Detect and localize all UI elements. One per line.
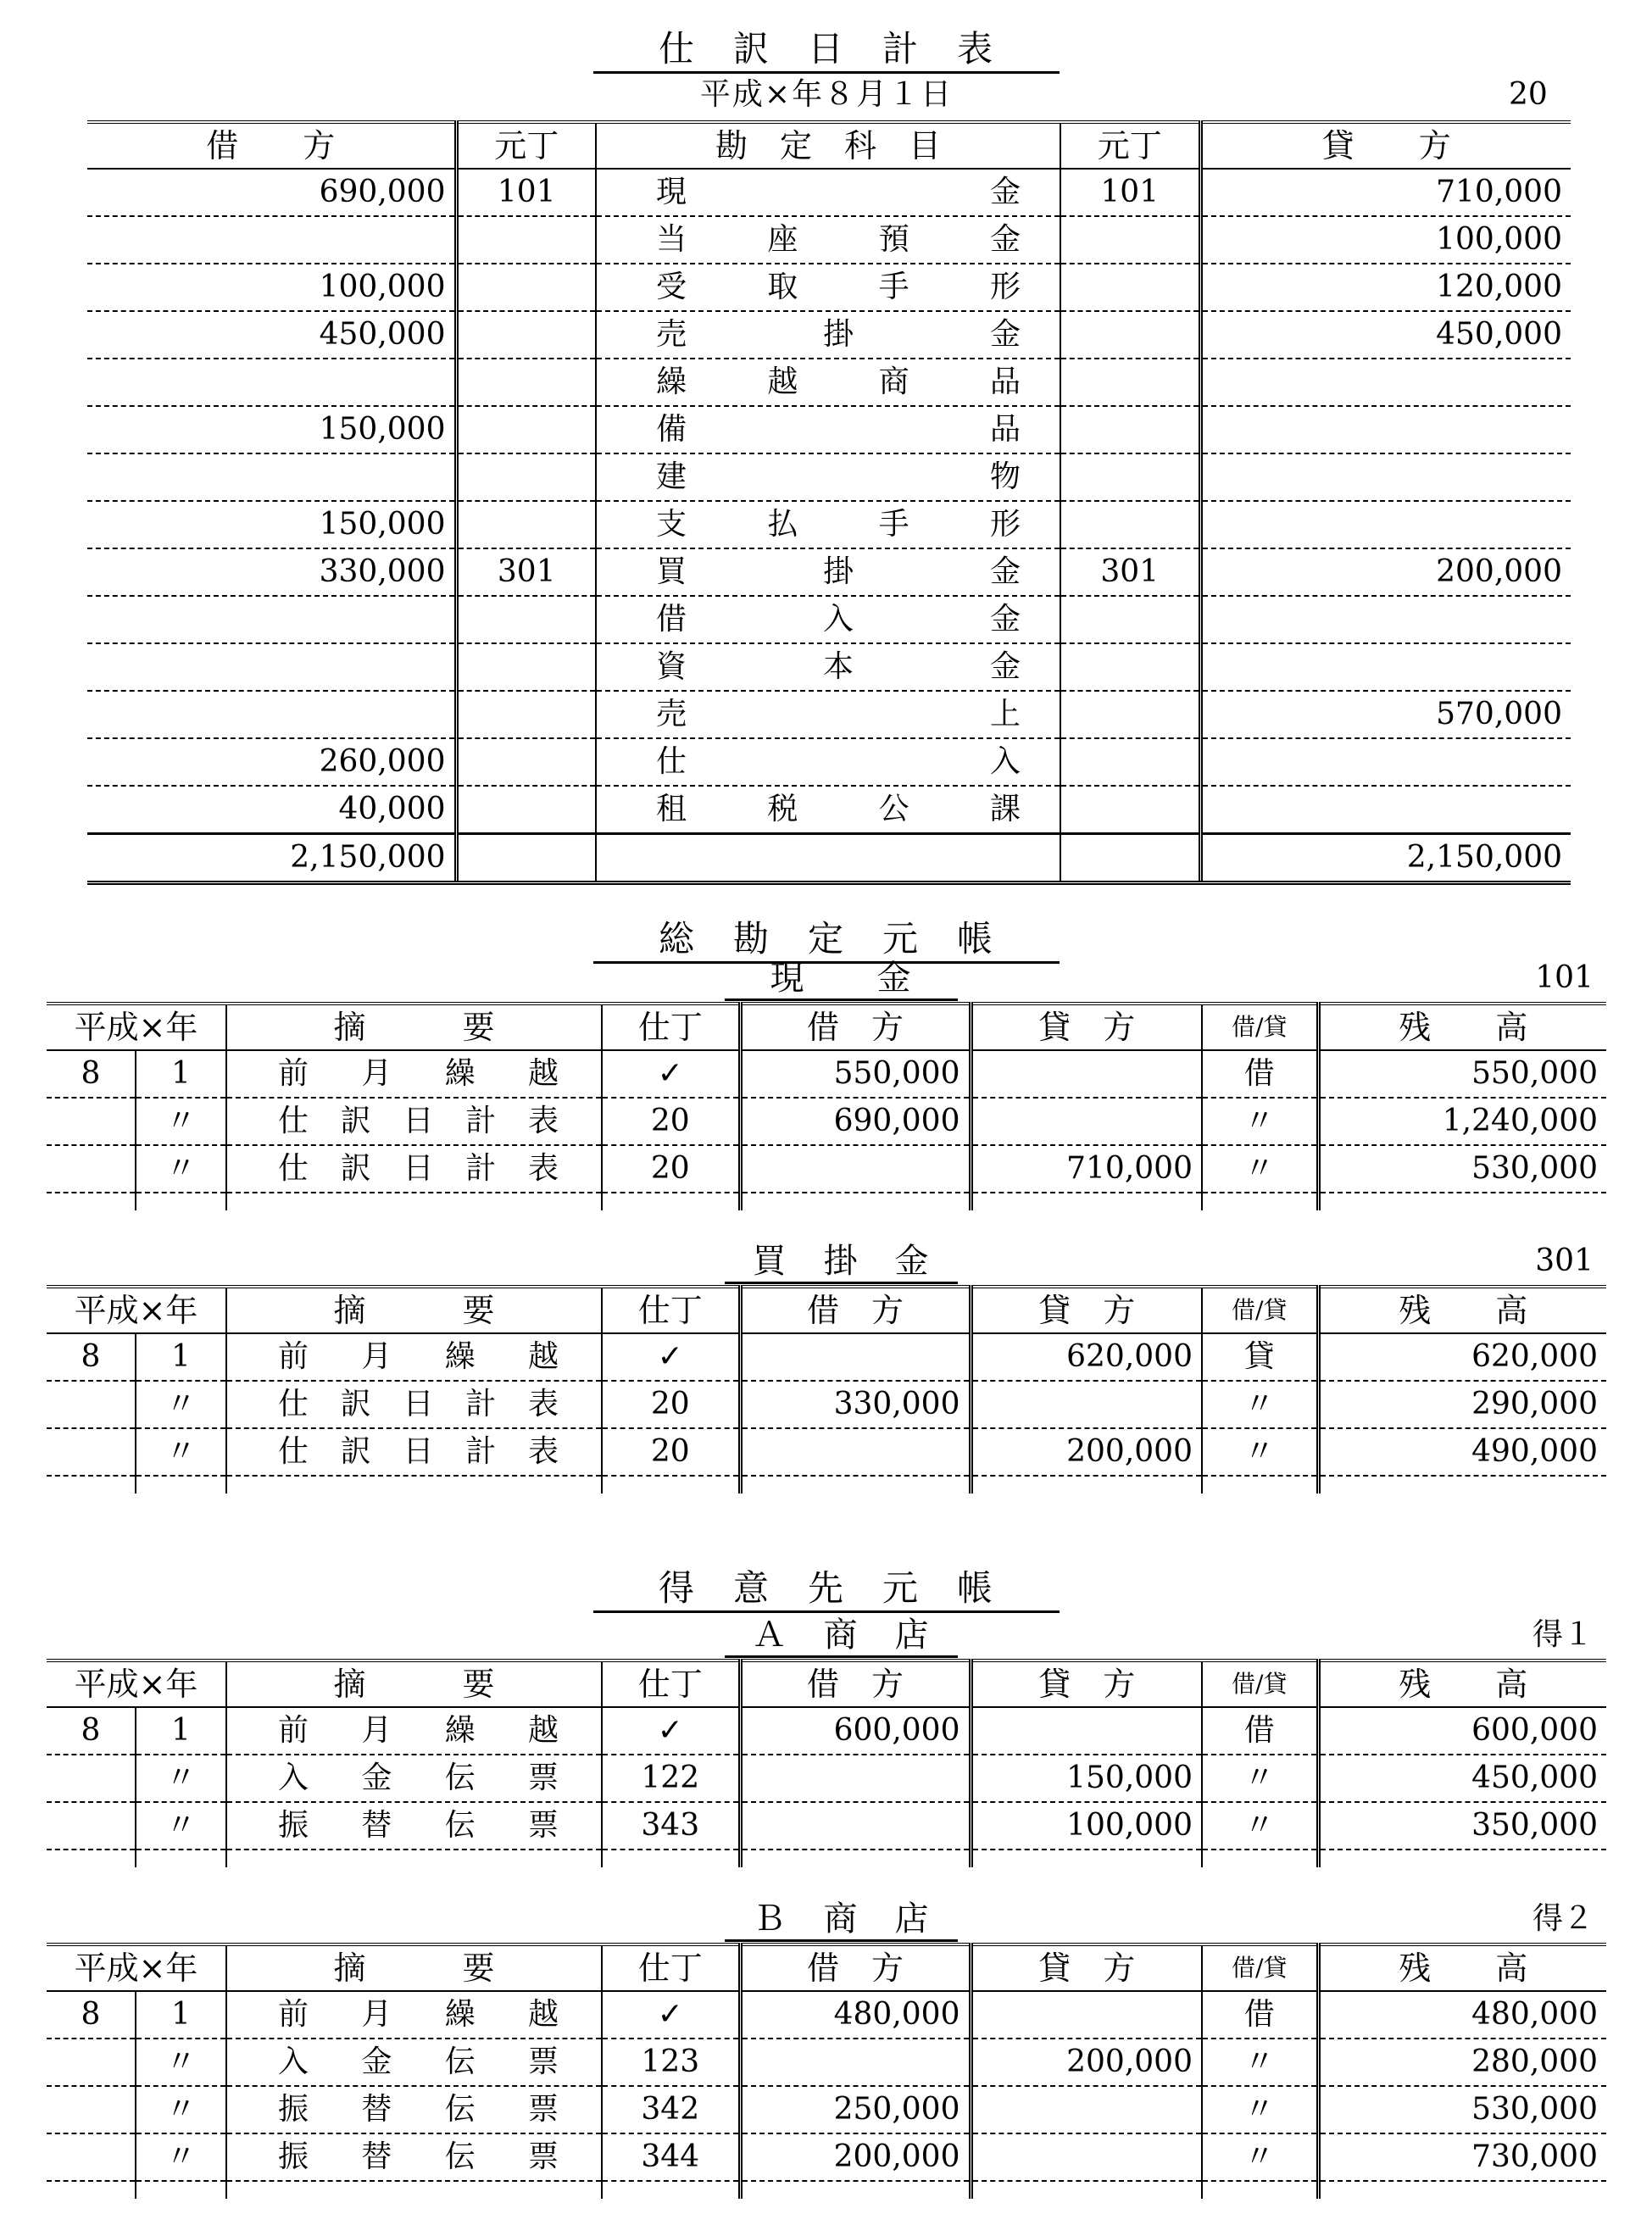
ledger-header-description: 摘 要 — [226, 1004, 602, 1050]
journal-account-label: 備 品 — [656, 412, 1021, 447]
ledger-balance: 290,000 — [1318, 1381, 1606, 1428]
ledger-month — [47, 1145, 136, 1193]
ledger-debit — [740, 1755, 971, 1802]
ledger-header-balance: 残 高 — [1318, 1944, 1606, 1991]
ledger-header-dc: 借/貸 — [1202, 1287, 1318, 1333]
journal-account-label: 受 取 手 形 — [656, 270, 1021, 304]
ledger-balance: 530,000 — [1318, 1145, 1606, 1193]
ledger-description — [226, 1145, 602, 1193]
ledger-debit: 200,000 — [740, 2133, 971, 2181]
journal-ref2 — [1060, 501, 1200, 548]
ledger-month: 8 — [47, 1991, 136, 2039]
journal-debit: 40,000 — [87, 786, 456, 834]
ledger-header-ref: 仕丁 — [602, 1287, 740, 1333]
ledger-row — [47, 1098, 1606, 1145]
ledger-dc: 〃 — [1202, 1381, 1318, 1428]
ledger-debit: 480,000 — [740, 1991, 971, 2039]
journal-debit: 690,000 — [87, 169, 456, 216]
ledger-ref: 20 — [602, 1428, 740, 1476]
ledger-credit: 200,000 — [971, 1428, 1202, 1476]
journal-account — [596, 406, 1060, 453]
journal-credit — [1200, 501, 1571, 548]
ledger-dc: 〃 — [1202, 2039, 1318, 2086]
ledger-balance: 620,000 — [1318, 1333, 1606, 1381]
ledger-ref: 122 — [602, 1755, 740, 1802]
ledger-day: 〃 — [136, 1381, 226, 1428]
journal-account-label: 売 上 — [656, 697, 1021, 731]
journal-account — [596, 453, 1060, 501]
ledger-header-debit: 借 方 — [740, 1944, 971, 1991]
journal-page-number: 20 — [1509, 77, 1548, 112]
journal-ref — [456, 359, 596, 406]
ledger-account-number: 101 — [1535, 960, 1594, 995]
ledger-ref: 342 — [602, 2086, 740, 2133]
journal-debit — [87, 216, 456, 264]
journal-account — [596, 738, 1060, 786]
journal-account — [596, 691, 1060, 738]
journal-account-label: 当 座 預 金 — [656, 222, 1021, 257]
journal-account — [596, 548, 1060, 596]
ledger-header-description: 摘 要 — [226, 1944, 602, 1991]
ledger-header-credit: 貸 方 — [971, 1660, 1202, 1707]
journal-credit: 570,000 — [1200, 691, 1571, 738]
journal-ref2 — [1060, 786, 1200, 834]
journal-credit: 710,000 — [1200, 169, 1571, 216]
ledger-ref: 20 — [602, 1145, 740, 1193]
ledger-month — [47, 1802, 136, 1850]
ledger-balance: 280,000 — [1318, 2039, 1606, 2086]
journal-row — [87, 501, 1571, 548]
ledger-header-balance: 残 高 — [1318, 1004, 1606, 1050]
journal-account — [596, 596, 1060, 643]
journal-ref2 — [1060, 359, 1200, 406]
ledger-description-label: 振 替 伝 票 — [278, 2092, 559, 2127]
ledger-header-dc: 借/貸 — [1202, 1004, 1318, 1050]
ledger-header-debit: 借 方 — [740, 1004, 971, 1050]
ledger-row — [47, 1802, 1606, 1850]
ledger-description — [226, 1333, 602, 1381]
ledger-header-balance: 残 高 — [1318, 1287, 1606, 1333]
journal-credit — [1200, 643, 1571, 691]
ledger-credit: 100,000 — [971, 1802, 1202, 1850]
journal-ref — [456, 643, 596, 691]
ledger-header-date: 平成×年 — [47, 1944, 226, 1991]
journal-ref2 — [1060, 596, 1200, 643]
ledger-day: 〃 — [136, 1428, 226, 1476]
ledger-day: 〃 — [136, 1755, 226, 1802]
ledger-day: 〃 — [136, 1145, 226, 1193]
ledger-credit — [971, 1098, 1202, 1145]
ledger-account-name: Ａ 商 店 — [725, 1615, 958, 1658]
journal-account-label: 資 本 金 — [656, 649, 1021, 684]
journal-ref — [456, 596, 596, 643]
ledger-day: 1 — [136, 1333, 226, 1381]
ledger-dc: 〃 — [1202, 1145, 1318, 1193]
journal-account — [596, 169, 1060, 216]
ledger-description-label: 仕 訳 日 計 表 — [278, 1387, 559, 1421]
journal-row — [87, 216, 1571, 264]
ledger-account-number: 得２ — [1532, 1901, 1594, 1936]
journal-ref — [456, 311, 596, 359]
journal-ref — [456, 216, 596, 264]
ledger-month — [47, 2039, 136, 2086]
ledger-row — [47, 1707, 1606, 1755]
checkmark-icon: ✓ — [602, 1991, 740, 2039]
journal-ref — [456, 453, 596, 501]
journal-row — [87, 643, 1571, 691]
ledger-header-ref: 仕丁 — [602, 1944, 740, 1991]
journal-row — [87, 359, 1571, 406]
ledger-row — [47, 1755, 1606, 1802]
checkmark-icon: ✓ — [602, 1050, 740, 1098]
customer-ledger-title: 得 意 先 元 帳 — [593, 1566, 1060, 1613]
ledger-header-description: 摘 要 — [226, 1287, 602, 1333]
journal-ref2 — [1060, 264, 1200, 311]
ledger-header-description: 摘 要 — [226, 1660, 602, 1707]
ledger-dc: 〃 — [1202, 1098, 1318, 1145]
journal-account-label: 租 税 公 課 — [656, 792, 1021, 826]
journal-debit: 450,000 — [87, 311, 456, 359]
ledger-dc: 〃 — [1202, 1428, 1318, 1476]
journal-account — [596, 501, 1060, 548]
ledger-description-label: 前 月 繰 越 — [278, 1713, 559, 1748]
checkmark-icon: ✓ — [602, 1707, 740, 1755]
ledger-debit: 330,000 — [740, 1381, 971, 1428]
journal-account — [596, 786, 1060, 834]
ledger-row — [47, 1333, 1606, 1381]
ledger-debit: 600,000 — [740, 1707, 971, 1755]
journal-account — [596, 311, 1060, 359]
ledger-month: 8 — [47, 1050, 136, 1098]
ledger-description-label: 仕 訳 日 計 表 — [278, 1434, 559, 1469]
ledger-description — [226, 1098, 602, 1145]
journal-debit — [87, 691, 456, 738]
ledger-dc: 借 — [1202, 1991, 1318, 2039]
journal-credit: 200,000 — [1200, 548, 1571, 596]
ledger-header-credit: 貸 方 — [971, 1004, 1202, 1050]
journal-credit — [1200, 786, 1571, 834]
journal-account-label: 買 掛 金 — [656, 554, 1021, 589]
journal-ref — [456, 501, 596, 548]
ledger-header-date: 平成×年 — [47, 1660, 226, 1707]
journal-ref — [456, 406, 596, 453]
ledger-table — [47, 1943, 1606, 2199]
ledger-debit — [740, 2039, 971, 2086]
ledger-account-number: 得１ — [1532, 1617, 1594, 1652]
ledger-header-credit: 貸 方 — [971, 1287, 1202, 1333]
journal-debit: 260,000 — [87, 738, 456, 786]
ledger-header-debit: 借 方 — [740, 1660, 971, 1707]
journal-ref: 101 — [456, 169, 596, 216]
ledger-day: 1 — [136, 1991, 226, 2039]
journal-row — [87, 691, 1571, 738]
journal-ref — [456, 691, 596, 738]
ledger-header-credit: 貸 方 — [971, 1944, 1202, 1991]
ledger-description — [226, 1050, 602, 1098]
journal-row — [87, 264, 1571, 311]
ledger-dc: 貸 — [1202, 1333, 1318, 1381]
journal-ref2 — [1060, 311, 1200, 359]
ledger-credit: 150,000 — [971, 1755, 1202, 1802]
journal-account-label: 仕 入 — [656, 744, 1021, 779]
ledger-month — [47, 1381, 136, 1428]
ledger-row — [47, 1428, 1606, 1476]
ledger-header-date: 平成×年 — [47, 1287, 226, 1333]
ledger-header-debit: 借 方 — [740, 1287, 971, 1333]
journal-debit — [87, 643, 456, 691]
journal-debit — [87, 453, 456, 501]
journal-header-credit: 貸 方 — [1200, 122, 1571, 169]
journal-row — [87, 311, 1571, 359]
ledger-credit — [971, 1991, 1202, 2039]
journal-account-label: 支 払 手 形 — [656, 507, 1021, 542]
ledger-description-label: 仕 訳 日 計 表 — [278, 1104, 559, 1138]
ledger-day: 1 — [136, 1050, 226, 1098]
ledger-row — [47, 2086, 1606, 2133]
ledger-debit: 690,000 — [740, 1098, 971, 1145]
ledger-ref: 344 — [602, 2133, 740, 2181]
journal-account — [596, 216, 1060, 264]
journal-debit — [87, 359, 456, 406]
journal-credit — [1200, 738, 1571, 786]
ledger-balance: 480,000 — [1318, 1991, 1606, 2039]
ledger-debit: 250,000 — [740, 2086, 971, 2133]
ledger-balance: 450,000 — [1318, 1755, 1606, 1802]
journal-date: 平成×年８月１日 — [699, 77, 954, 112]
journal-credit — [1200, 453, 1571, 501]
journal-credit: 450,000 — [1200, 311, 1571, 359]
ledger-day: 〃 — [136, 2086, 226, 2133]
ledger-description — [226, 1755, 602, 1802]
journal-debit: 330,000 — [87, 548, 456, 596]
journal-account-label: 売 掛 金 — [656, 317, 1021, 352]
ledger-balance: 530,000 — [1318, 2086, 1606, 2133]
ledger-account-name: 買 掛 金 — [725, 1241, 958, 1284]
ledger-description-label: 前 月 繰 越 — [278, 1056, 559, 1091]
journal-credit — [1200, 359, 1571, 406]
ledger-ref: 123 — [602, 2039, 740, 2086]
ledger-month: 8 — [47, 1707, 136, 1755]
journal-account-label: 建 物 — [656, 459, 1021, 494]
journal-debit: 150,000 — [87, 406, 456, 453]
ledger-description — [226, 2133, 602, 2181]
ledger-row — [47, 1381, 1606, 1428]
journal-account-label: 現 金 — [656, 175, 1021, 209]
journal-header-ref: 元丁 — [456, 122, 596, 169]
journal-total-debit: 2,150,000 — [87, 834, 456, 883]
journal-account — [596, 264, 1060, 311]
ledger-month — [47, 2133, 136, 2181]
ledger-description-label: 振 替 伝 票 — [278, 2139, 559, 2174]
ledger-day: 1 — [136, 1707, 226, 1755]
ledger-month — [47, 1428, 136, 1476]
journal-credit — [1200, 596, 1571, 643]
ledger-credit — [971, 2086, 1202, 2133]
journal-account — [596, 359, 1060, 406]
journal-ref2: 101 — [1060, 169, 1200, 216]
ledger-account-name: Ｂ 商 店 — [725, 1899, 958, 1942]
ledger-day: 〃 — [136, 1802, 226, 1850]
checkmark-icon: ✓ — [602, 1333, 740, 1381]
ledger-row — [47, 2039, 1606, 2086]
journal-title: 仕 訳 日 計 表 — [593, 27, 1060, 74]
ledger-description — [226, 1428, 602, 1476]
journal-ref2 — [1060, 453, 1200, 501]
ledger-balance: 350,000 — [1318, 1802, 1606, 1850]
ledger-month — [47, 1755, 136, 1802]
journal-total-credit: 2,150,000 — [1200, 834, 1571, 883]
journal-header-account: 勘 定 科 目 — [596, 122, 1060, 169]
journal-credit — [1200, 406, 1571, 453]
ledger-dc: 借 — [1202, 1050, 1318, 1098]
ledger-description-label: 振 替 伝 票 — [278, 1808, 559, 1843]
ledger-description — [226, 1802, 602, 1850]
journal-row — [87, 786, 1571, 834]
ledger-balance: 550,000 — [1318, 1050, 1606, 1098]
journal-debit: 150,000 — [87, 501, 456, 548]
ledger-description — [226, 1707, 602, 1755]
ledger-description-label: 入 金 伝 票 — [278, 1761, 559, 1795]
journal-account — [596, 643, 1060, 691]
ledger-dc: 〃 — [1202, 1802, 1318, 1850]
ledger-header-dc: 借/貸 — [1202, 1944, 1318, 1991]
journal-ref2 — [1060, 216, 1200, 264]
ledger-dc: 〃 — [1202, 2133, 1318, 2181]
journal-ref2 — [1060, 738, 1200, 786]
ledger-debit — [740, 1145, 971, 1193]
ledger-day: 〃 — [136, 2133, 226, 2181]
ledger-table — [47, 1285, 1606, 1494]
ledger-dc: 〃 — [1202, 1755, 1318, 1802]
journal-ref — [456, 786, 596, 834]
ledger-description — [226, 2086, 602, 2133]
ledger-ref: 20 — [602, 1098, 740, 1145]
ledger-dc: 借 — [1202, 1707, 1318, 1755]
journal-ref2: 301 — [1060, 548, 1200, 596]
ledger-month — [47, 1098, 136, 1145]
ledger-ref: 20 — [602, 1381, 740, 1428]
ledger-description-label: 前 月 繰 越 — [278, 1997, 559, 2032]
journal-header-debit: 借 方 — [87, 122, 456, 169]
ledger-row — [47, 1145, 1606, 1193]
journal-ref2 — [1060, 406, 1200, 453]
journal-account-label: 繰 越 商 品 — [656, 364, 1021, 399]
journal-total-row — [87, 834, 1571, 883]
ledger-balance: 600,000 — [1318, 1707, 1606, 1755]
general-ledger-title: 総 勘 定 元 帳 — [593, 917, 1060, 964]
ledger-credit — [971, 2133, 1202, 2181]
journal-header-ref2: 元丁 — [1060, 122, 1200, 169]
ledger-description-label: 前 月 繰 越 — [278, 1339, 559, 1374]
journal-row — [87, 169, 1571, 216]
ledger-credit — [971, 1707, 1202, 1755]
journal-debit — [87, 596, 456, 643]
ledger-account-number: 301 — [1535, 1243, 1594, 1278]
ledger-description — [226, 1991, 602, 2039]
journal-ref: 301 — [456, 548, 596, 596]
journal-row — [87, 596, 1571, 643]
ledger-debit — [740, 1802, 971, 1850]
ledger-header-ref: 仕丁 — [602, 1660, 740, 1707]
journal-row — [87, 548, 1571, 596]
ledger-row — [47, 1050, 1606, 1098]
journal-row — [87, 453, 1571, 501]
ledger-credit — [971, 1381, 1202, 1428]
ledger-description — [226, 2039, 602, 2086]
journal-ref — [456, 738, 596, 786]
ledger-month: 8 — [47, 1333, 136, 1381]
ledger-header-dc: 借/貸 — [1202, 1660, 1318, 1707]
ledger-header-ref: 仕丁 — [602, 1004, 740, 1050]
ledger-debit: 550,000 — [740, 1050, 971, 1098]
ledger-account-name: 現 金 — [725, 958, 958, 1001]
ledger-dc: 〃 — [1202, 2086, 1318, 2133]
journal-row — [87, 406, 1571, 453]
ledger-credit: 620,000 — [971, 1333, 1202, 1381]
journal-ref2 — [1060, 643, 1200, 691]
ledger-day: 〃 — [136, 2039, 226, 2086]
ledger-table — [47, 1002, 1606, 1210]
ledger-credit: 200,000 — [971, 2039, 1202, 2086]
ledger-description-label: 入 金 伝 票 — [278, 2044, 559, 2079]
ledger-ref: 343 — [602, 1802, 740, 1850]
journal-ref2 — [1060, 691, 1200, 738]
ledger-month — [47, 2086, 136, 2133]
ledger-balance: 730,000 — [1318, 2133, 1606, 2181]
journal-credit: 120,000 — [1200, 264, 1571, 311]
ledger-row — [47, 1991, 1606, 2039]
ledger-credit — [971, 1050, 1202, 1098]
ledger-description — [226, 1381, 602, 1428]
journal-debit: 100,000 — [87, 264, 456, 311]
ledger-balance: 490,000 — [1318, 1428, 1606, 1476]
ledger-header-date: 平成×年 — [47, 1004, 226, 1050]
ledger-debit — [740, 1333, 971, 1381]
journal-credit: 100,000 — [1200, 216, 1571, 264]
journal-ref — [456, 264, 596, 311]
ledger-row — [47, 2133, 1606, 2181]
ledger-credit: 710,000 — [971, 1145, 1202, 1193]
ledger-description-label: 仕 訳 日 計 表 — [278, 1151, 559, 1186]
journal-row — [87, 738, 1571, 786]
journal-account-label: 借 入 金 — [656, 602, 1021, 637]
ledger-balance: 1,240,000 — [1318, 1098, 1606, 1145]
journal-table — [87, 120, 1571, 885]
ledger-day: 〃 — [136, 1098, 226, 1145]
ledger-debit — [740, 1428, 971, 1476]
ledger-table — [47, 1659, 1606, 1867]
ledger-header-balance: 残 高 — [1318, 1660, 1606, 1707]
